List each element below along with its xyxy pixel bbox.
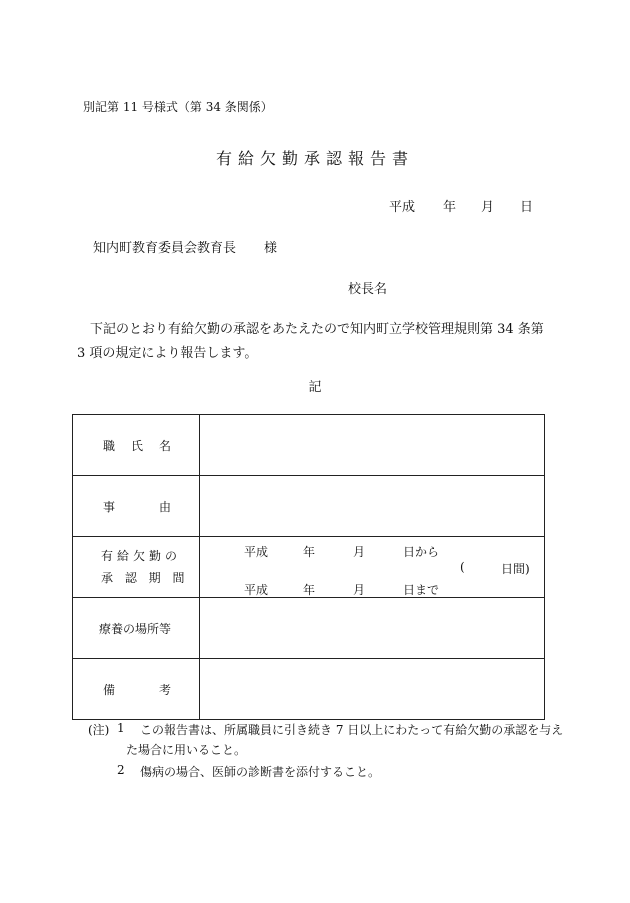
date-era: 平成 [389, 200, 416, 215]
note-line: た場合に用いること。 [126, 743, 247, 757]
form-number: 別記第 11 号様式（第 34 条関係） [83, 100, 273, 114]
addressee-honorific: 様 [264, 241, 278, 256]
value-cell-place[interactable] [200, 598, 545, 659]
note-line: 傷病の場合、医師の診断書を添付すること。 [140, 765, 381, 779]
note-number: 2 [117, 763, 125, 777]
label-char: 備 [103, 682, 116, 697]
label-line: 承 認 期 間 [101, 571, 189, 585]
note-number: 1 [117, 721, 125, 735]
notes-prefix: (注) [88, 723, 110, 737]
label-cell-remarks [73, 659, 200, 720]
addressee [93, 237, 277, 256]
days-close: 日間) [501, 562, 530, 576]
date-year: 年 [443, 200, 457, 215]
label-cell-period [73, 537, 200, 598]
table-row [73, 659, 545, 720]
label-cell-reason [73, 476, 200, 537]
to-year: 年 [303, 583, 316, 597]
principal-name-label: 校長名 [348, 282, 388, 297]
body-line-2: 3 項の規定により報告します。 [77, 346, 258, 361]
to-month: 月 [353, 583, 366, 597]
label-cell-place [73, 598, 200, 659]
days-open: ( [460, 560, 465, 574]
value-cell-name[interactable] [200, 415, 545, 476]
from-year: 年 [303, 545, 316, 559]
from-month: 月 [353, 545, 366, 559]
label-char: 考 [158, 682, 171, 697]
note-line: この報告書は、所属職員に引き続き 7 日以上にわたって有給欠勤の承認を与え [140, 723, 564, 737]
date-month: 月 [481, 200, 495, 215]
ki-heading: 記 [308, 380, 322, 395]
from-era: 平成 [244, 545, 269, 559]
value-cell-reason[interactable] [200, 476, 545, 537]
to-era: 平成 [244, 583, 269, 597]
label-char: 事 [103, 499, 116, 514]
label-line: 有給欠勤の [101, 549, 182, 563]
label-char: 氏 [130, 438, 143, 453]
body-text [77, 318, 552, 366]
label-text: 療養の場所等 [99, 621, 172, 636]
label-char: 名 [158, 438, 171, 453]
body-line-1: 下記のとおり有給欠勤の承認をあたえたので知内町立学校管理規則第 34 条第 [77, 322, 544, 337]
to-day: 日まで [403, 583, 440, 597]
table-row [73, 598, 545, 659]
value-cell-remarks[interactable] [200, 659, 545, 720]
label-cell-name [73, 415, 200, 476]
value-cell-period[interactable] [200, 537, 545, 598]
document-title: 有給欠勤承認報告書 [215, 149, 414, 168]
date-day: 日 [520, 200, 534, 215]
label-char: 職 [103, 438, 116, 453]
label-char: 由 [158, 499, 171, 514]
from-day: 日から [403, 545, 440, 559]
table-row [73, 476, 545, 537]
table-row [73, 415, 545, 476]
report-table [72, 414, 545, 720]
addressee-name: 知内町教育委員会教育長 [93, 241, 237, 256]
table-row [73, 537, 545, 598]
